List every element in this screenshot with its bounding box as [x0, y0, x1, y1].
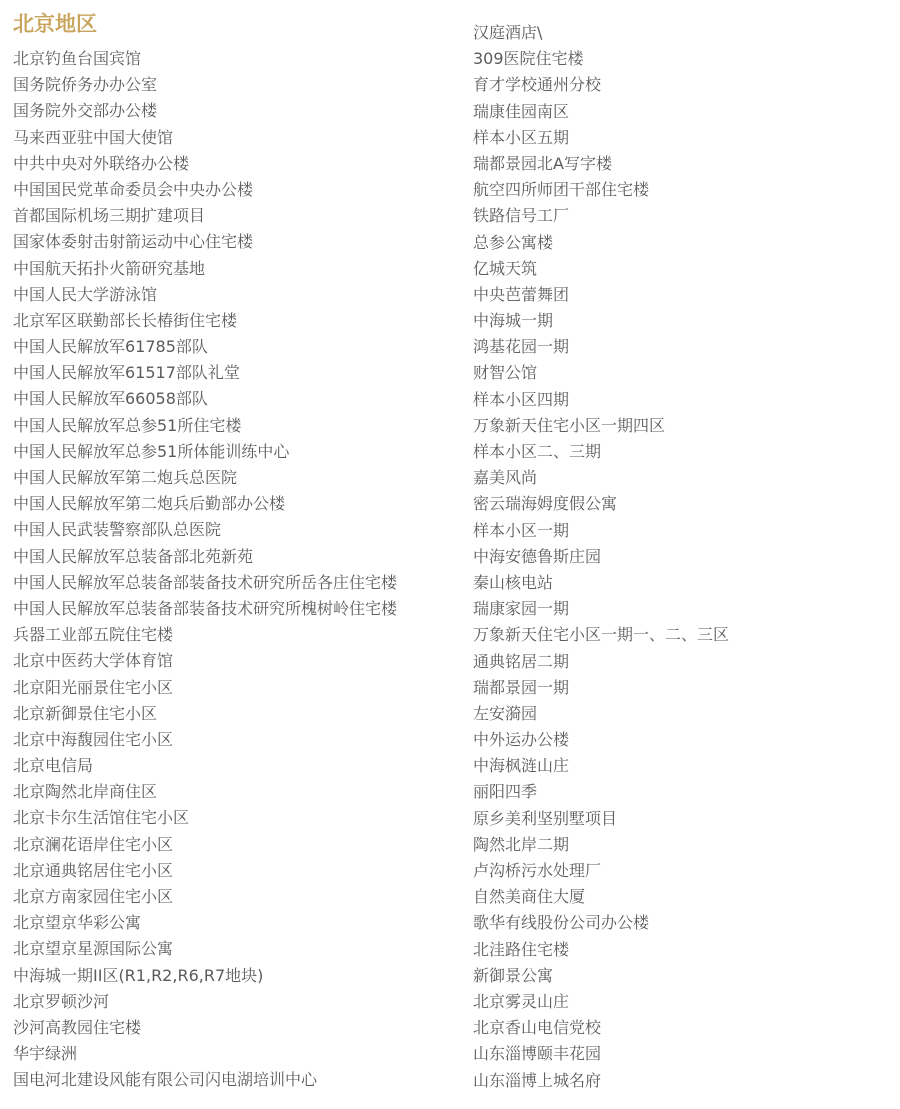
project-item: 国电河北建设风能有限公司闪电湖培训中心	[13, 1070, 318, 1090]
project-item: 北京中医药大学体育馆	[13, 651, 174, 671]
project-item: 样本小区四期	[473, 389, 570, 409]
project-item: 北京香山电信党校	[473, 1018, 602, 1038]
project-item: 丽阳四季	[473, 782, 538, 802]
project-item: 秦山核电站	[473, 572, 554, 592]
project-item: 北京澜花语岸住宅小区	[13, 834, 174, 854]
project-item: 鸿基花园一期	[473, 337, 570, 357]
project-item: 瑞都景园一期	[473, 677, 570, 697]
project-item: 密云瑞海姆度假公寓	[473, 494, 618, 514]
project-item: 育才学校通州分校	[473, 75, 602, 95]
project-item: 北京通典铭居住宅小区	[13, 860, 174, 880]
project-item: 北京罗顿沙河	[13, 991, 110, 1011]
project-item: 样本小区一期	[473, 520, 570, 540]
project-item: 华宇绿洲	[13, 1044, 78, 1064]
project-item: 309医院住宅楼	[473, 49, 584, 69]
project-item: 通典铭居二期	[473, 651, 570, 671]
project-item: 沙河高教园住宅楼	[13, 1017, 142, 1037]
project-item: 亿城天筑	[473, 258, 538, 278]
project-item: 中国人民解放军总装备部装备技术研究所槐树岭住宅楼	[13, 598, 398, 618]
project-item: 中共中央对外联络办公楼	[13, 153, 190, 173]
project-item: 原乡美利坚别墅项目	[473, 808, 618, 828]
project-item: 中国航天拓扑火箭研究基地	[13, 258, 206, 278]
project-item: 新御景公寓	[473, 965, 554, 985]
project-item: 北京阳光丽景住宅小区	[13, 677, 174, 697]
project-item: 中国人民解放军第二炮兵总医院	[13, 468, 238, 487]
project-item: 北京电信局	[13, 756, 94, 776]
project-item: 嘉美风尚	[473, 468, 538, 488]
project-item: 歌华有线股份公司办公楼	[473, 913, 650, 933]
project-item: 中国人民解放军总参51所住宅楼	[13, 415, 242, 435]
project-item: 样本小区二、三期	[473, 442, 602, 461]
project-item: 北京望京星源国际公寓	[13, 939, 174, 959]
project-item: 中外运办公楼	[473, 730, 570, 750]
project-item: 北京雾灵山庄	[473, 991, 570, 1011]
project-item: 左安漪园	[473, 703, 538, 723]
project-item: 北京望京华彩公寓	[13, 913, 142, 933]
project-item: 国务院侨务办办公室	[13, 75, 158, 95]
project-item: 中央芭蕾舞团	[473, 284, 570, 304]
project-item: 首都国际机场三期扩建项目	[13, 206, 206, 226]
project-item: 山东淄博颐丰花园	[473, 1044, 602, 1064]
project-item: 北京卡尔生活馆住宅小区	[13, 808, 190, 828]
project-item: 中海城一期II区(R1,R2,R6,R7地块)	[13, 965, 264, 985]
project-item: 北京军区联勤部长长椿街住宅楼	[13, 310, 238, 330]
project-item: 万象新天住宅小区一期四区	[473, 415, 666, 435]
project-item: 中国国民党革命委员会中央办公楼	[13, 179, 254, 199]
project-item: 总参公寓楼	[473, 232, 554, 252]
project-item: 兵器工业部五院住宅楼	[13, 625, 174, 645]
project-item: 中海枫涟山庄	[473, 756, 570, 776]
project-item: 航空四所师团干部住宅楼	[473, 180, 650, 200]
project-item: 北洼路住宅楼	[473, 939, 570, 959]
project-item: 财智公馆	[473, 363, 538, 383]
project-item: 山东淄博上城名府	[473, 1070, 602, 1090]
project-item: 瑞康佳园南区	[473, 101, 570, 121]
project-item: 北京中海馥园住宅小区	[13, 729, 174, 749]
project-item: 中国人民武装警察部队总医院	[13, 520, 222, 540]
project-item: 中海安德鲁斯庄园	[473, 546, 602, 566]
project-item: 瑞都景园北A写字楼	[473, 153, 612, 173]
project-item: 中国人民解放军61785部队	[13, 337, 208, 357]
right-project-list	[473, 20, 729, 1094]
project-item: 国务院外交部办公楼	[13, 101, 158, 121]
project-item: 中海城一期	[473, 311, 554, 331]
project-item: 中国人民解放军61517部队礼堂	[13, 363, 240, 383]
project-item: 北京钓鱼台国宾馆	[13, 49, 142, 68]
project-item: 北京新御景住宅小区	[13, 703, 158, 723]
project-item: 瑞康家园一期	[473, 599, 570, 619]
project-item: 中国人民解放军第二炮兵后勤部办公楼	[13, 494, 286, 514]
left-project-list	[13, 46, 397, 1094]
section-title: 北京地区	[13, 12, 97, 36]
project-item: 国家体委射击射箭运动中心住宅楼	[13, 232, 254, 252]
project-item: 自然美商住大厦	[473, 887, 586, 907]
project-item: 样本小区五期	[473, 127, 570, 147]
project-item: 铁路信号工厂	[473, 206, 570, 226]
project-item: 中国人民解放军总装备部北苑新苑	[13, 546, 254, 566]
project-item: 北京陶然北岸商住区	[13, 782, 158, 802]
project-item: 北京方南家园住宅小区	[13, 887, 174, 906]
project-item: 卢沟桥污水处理厂	[473, 861, 602, 880]
project-item: 中国人民解放军66058部队	[13, 389, 208, 409]
project-item: 万象新天住宅小区一期一、二、三区	[473, 625, 730, 645]
project-item: 中国人民解放军总参51所体能训练中心	[13, 441, 290, 461]
project-item: 汉庭酒店\	[473, 23, 543, 42]
project-item: 陶然北岸二期	[473, 834, 570, 854]
project-item: 马来西亚驻中国大使馆	[13, 127, 174, 147]
project-item: 中国人民大学游泳馆	[13, 284, 158, 304]
project-item: 中国人民解放军总装备部装备技术研究所岳各庄住宅楼	[13, 572, 398, 592]
